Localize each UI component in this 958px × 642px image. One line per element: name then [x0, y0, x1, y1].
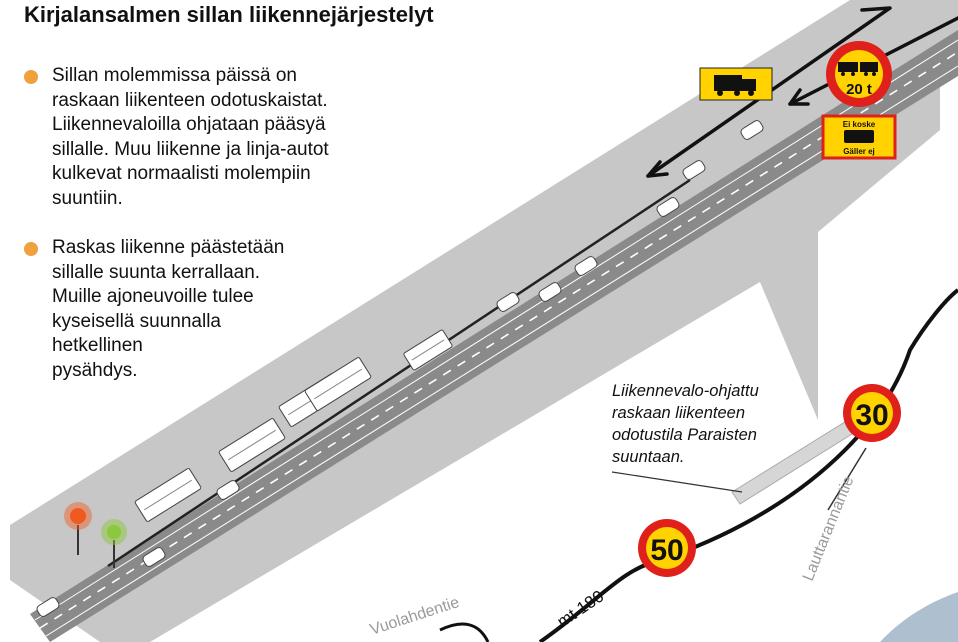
page-title: Kirjalansalmen sillan liikennejärjestelyt	[24, 2, 434, 27]
paragraph-line: suuntiin.	[52, 187, 123, 209]
road-label-vuolahdentie: Vuolahdentie	[367, 593, 462, 639]
weight-limit-text: 20 t	[846, 81, 872, 98]
paragraph-line: Muille ajoneuvoille tulee	[52, 286, 254, 307]
exception-plate	[823, 116, 895, 158]
paragraph-line: sillalle suunta kerrallaan.	[52, 261, 261, 283]
paragraph-line: Raskas liikenne päästetään	[52, 237, 285, 258]
paragraph-line: kulkevat normaalisti molempiin	[52, 163, 311, 184]
speed-limit-30-sign	[843, 384, 901, 442]
callout-line: odotustila Paraisten	[612, 426, 757, 444]
exception-plate-top-text: Ei koske	[842, 120, 876, 129]
waiting-area-callout	[612, 380, 759, 468]
bus-icon	[844, 130, 874, 143]
paragraph-line: kyseisellä suunnalla	[52, 310, 221, 332]
paragraph-line: pysähdys.	[52, 359, 138, 381]
paragraph-line: hetkellinen	[52, 335, 143, 356]
speed-limit-50-sign	[638, 519, 696, 577]
speed-limit-30-text: 30	[855, 399, 889, 432]
heavy-vehicle-sign	[700, 68, 772, 100]
weight-limit-sign	[826, 41, 892, 107]
callout-leader	[612, 472, 742, 492]
info-paragraph-1	[52, 64, 329, 211]
road-label-lauttarannantie: Lauttarannantie	[799, 474, 858, 584]
paragraph-line: Sillan molemmissa päissä on	[52, 65, 297, 86]
paragraph-line: Liikennevaloilla ohjataan pääsyä	[52, 114, 326, 135]
paragraph-line: sillalle. Muu liikenne ja linja-autot	[52, 138, 329, 160]
speed-limit-50-text: 50	[650, 534, 684, 567]
road-label-mt180: mt 180	[553, 586, 608, 632]
callout-line: Liikennevalo-ohjattu	[612, 382, 759, 400]
paragraph-line: raskaan liikenteen odotuskaistat.	[52, 89, 328, 111]
info-paragraph-2	[52, 236, 284, 383]
vuolahdentie-road	[440, 624, 488, 642]
exception-plate-bottom-text: Gäller ej	[843, 147, 875, 156]
bullet-marker	[24, 242, 38, 256]
bullet-marker	[24, 70, 38, 84]
callout-line: suuntaan.	[612, 448, 685, 466]
water-area	[880, 592, 958, 642]
callout-line: raskaan liikenteen	[612, 404, 745, 422]
